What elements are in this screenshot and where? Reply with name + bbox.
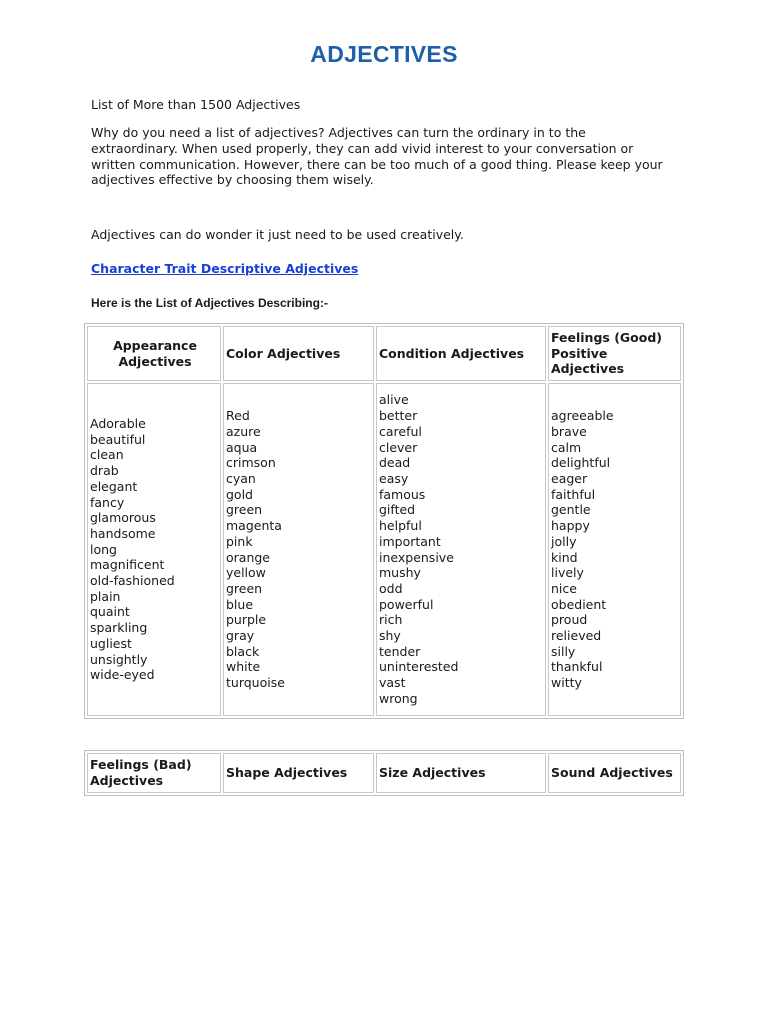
character-trait-link[interactable]: Character Trait Descriptive Adjectives <box>91 261 359 276</box>
list-item: helpful <box>379 518 422 534</box>
list-item: crimson <box>226 455 276 471</box>
list-item: gray <box>226 628 255 644</box>
list-item: orange <box>226 549 270 565</box>
list-item: Red <box>226 408 250 424</box>
list-item: beautiful <box>90 431 146 447</box>
list-item: magnificent <box>90 557 165 573</box>
list-item: happy <box>551 518 590 534</box>
header-color: Color Adjectives <box>223 326 374 381</box>
list-item: blue <box>226 596 254 612</box>
list-item: purple <box>226 612 267 628</box>
list-item: gifted <box>379 502 416 518</box>
header-sound: Sound Adjectives <box>548 753 681 793</box>
list-item: kind <box>551 549 578 565</box>
intro-line: written communication. However, there can be too much of a good thing. Please keep your <box>91 156 663 172</box>
list-item: white <box>226 659 261 675</box>
list-item: brave <box>551 423 587 439</box>
list-item: gentle <box>551 502 591 518</box>
list-item: yellow <box>226 565 266 581</box>
list-item: gold <box>226 486 253 502</box>
list-item: dead <box>379 455 411 471</box>
list-item: wide-eyed <box>90 667 155 683</box>
list-item: black <box>226 643 260 659</box>
intro-paragraph <box>91 125 691 188</box>
list-item: rich <box>379 612 403 628</box>
list-item: witty <box>551 675 582 691</box>
subtitle: List of More than 1500 Adjectives <box>91 97 301 112</box>
list-item: azure <box>226 423 261 439</box>
list-item: relieved <box>551 628 602 644</box>
list-item: unsightly <box>90 651 148 667</box>
list-item: clever <box>379 439 418 455</box>
list-item: nice <box>551 580 577 596</box>
list-item: shy <box>379 628 401 644</box>
wonder-text: Adjectives can do wonder it just need to be used creatively. <box>91 227 464 242</box>
list-item: mushy <box>379 565 421 581</box>
list-item: turquoise <box>226 675 285 691</box>
list-item: sparkling <box>90 620 148 636</box>
list-item: calm <box>551 439 582 455</box>
list-item: obedient <box>551 596 607 612</box>
list-item: fancy <box>90 494 125 510</box>
header-feelings-good: Feelings (Good) Positive Adjectives <box>548 326 681 381</box>
list-item: uninterested <box>379 659 459 675</box>
list-item: proud <box>551 612 588 628</box>
list-item: inexpensive <box>379 549 454 565</box>
intro-line: Why do you need a list of adjectives? Adjectives can turn the ordinary in to the <box>91 125 586 140</box>
list-item: Adorable <box>90 416 146 432</box>
list-item: handsome <box>90 525 156 541</box>
list-item: famous <box>379 486 426 502</box>
header-condition: Condition Adjectives <box>376 326 546 381</box>
intro-line: extraordinary. When used properly, they can add vivid interest to your conversation or <box>91 140 634 156</box>
list-item: ugliest <box>90 635 132 651</box>
list-item: glamorous <box>90 510 156 526</box>
list-item: drab <box>90 463 119 479</box>
list-item: lively <box>551 565 584 581</box>
header-size: Size Adjectives <box>376 753 546 793</box>
list-item: green <box>226 580 263 596</box>
list-item: aqua <box>226 439 258 455</box>
intro-line: adjectives effective by choosing them wisely. <box>91 172 374 188</box>
list-item: easy <box>379 470 409 486</box>
adjectives-table <box>84 323 684 719</box>
column-condition <box>376 383 546 716</box>
list-item: delightful <box>551 455 611 471</box>
list-item: agreeable <box>551 408 614 424</box>
list-item: tender <box>379 643 421 659</box>
list-item: silly <box>551 643 576 659</box>
header-appearance: Appearance Adjectives <box>87 326 221 381</box>
column-color <box>223 383 374 716</box>
list-item: better <box>379 408 418 424</box>
list-item: jolly <box>551 533 577 549</box>
list-item: quaint <box>90 604 130 620</box>
adjectives-table-2 <box>84 750 684 796</box>
list-item: cyan <box>226 470 256 486</box>
list-item: alive <box>379 392 409 408</box>
list-item: important <box>379 533 441 549</box>
list-item: pink <box>226 533 253 549</box>
list-item: vast <box>379 675 406 691</box>
page-title: ADJECTIVES <box>310 41 458 67</box>
list-item: odd <box>379 580 403 596</box>
list-item: wrong <box>379 690 418 706</box>
list-item: long <box>90 541 117 557</box>
list-item: old-fashioned <box>90 573 175 589</box>
list-item: elegant <box>90 478 138 494</box>
list-item: eager <box>551 470 588 486</box>
header-shape: Shape Adjectives <box>223 753 374 793</box>
list-item: powerful <box>379 596 434 612</box>
list-item: careful <box>379 423 422 439</box>
column-feelings-good <box>548 383 681 716</box>
list-item: plain <box>90 588 121 604</box>
list-item: magenta <box>226 518 282 534</box>
column-appearance <box>87 383 221 716</box>
list-item: clean <box>90 447 124 463</box>
list-intro: Here is the List of Adjectives Describing:- <box>91 296 328 310</box>
header-feelings-bad: Feelings (Bad) Adjectives <box>87 753 221 793</box>
list-item: faithful <box>551 486 596 502</box>
list-item: thankful <box>551 659 603 675</box>
list-item: green <box>226 502 263 518</box>
